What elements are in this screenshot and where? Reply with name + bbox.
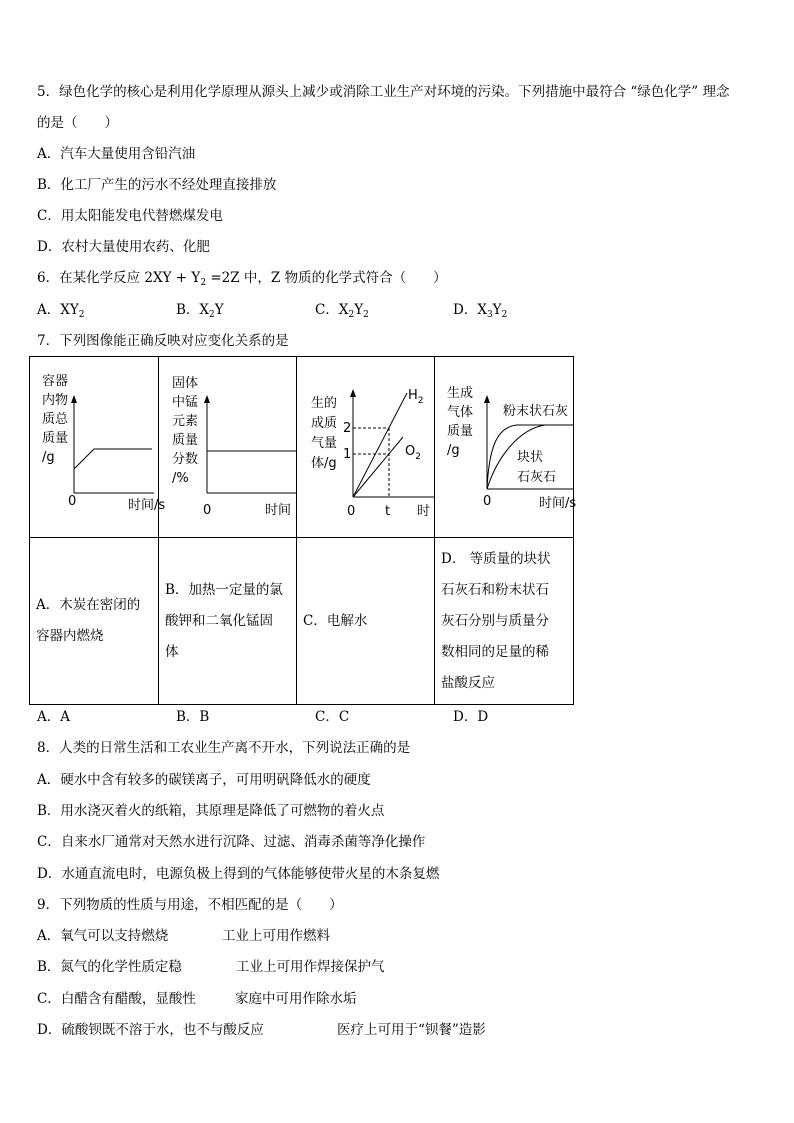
graph-a xyxy=(30,357,166,533)
q5-option-d: D．农村大量使用农药、化肥 xyxy=(37,239,210,255)
graph-c-t: t xyxy=(385,504,391,519)
q9-option-c-prop: C．白醋含有醋酸，显酸性 xyxy=(37,991,196,1007)
graph-b-ylabel-4: 质量 xyxy=(172,433,199,448)
q9-option-a-use: 工业上可用作燃料 xyxy=(222,928,330,944)
q6-option-d: D．$X_3Y_2$ xyxy=(453,302,508,320)
caption-b-cell xyxy=(159,538,297,705)
graph-c-o2-label: $O_2$ xyxy=(405,444,421,462)
q7-option-b: B．B xyxy=(176,709,210,725)
q9-option-a-prop: A．氧气可以支持燃烧 xyxy=(37,928,169,944)
q7-option-d: D．D xyxy=(453,709,489,725)
q7-option-c: C．C xyxy=(315,709,350,725)
q5-option-c: C．用太阳能发电代替燃煤发电 xyxy=(37,208,223,224)
graph-b-y-arrow xyxy=(204,395,210,403)
q8-option-c: C．自来水厂通常对天然水进行沉降、过滤、消毒杀菌等净化操作 xyxy=(37,834,426,850)
graph-c-origin: 0 xyxy=(347,504,356,519)
graph-c-tick-1: 1 xyxy=(343,447,352,462)
q9-option-d-use: 医疗上可用于“钡餐”造影 xyxy=(337,1022,486,1038)
q9-option-b-prop: B．氮气的化学性质定稳 xyxy=(37,959,182,975)
graph-d-ylabel-1: 生成 xyxy=(447,386,474,401)
q5-option-a: A．汽车大量使用含铅汽油 xyxy=(37,146,196,162)
caption-c: C．电解水 xyxy=(303,612,368,629)
graph-b-origin: 0 xyxy=(203,503,212,518)
graph-b-ylabel-1: 固体 xyxy=(172,376,199,391)
graph-d-xlabel: 时间/s xyxy=(539,496,577,511)
graph-a-ylabel-3: 质总 xyxy=(42,412,69,427)
q9-stem: 9．下列物质的性质与用途，不相匹配的是（ ） xyxy=(37,897,343,913)
graph-a-ylabel-1: 容器 xyxy=(42,374,69,389)
graph-a-curve xyxy=(74,449,152,469)
graph-b-ylabel-2: 中锰 xyxy=(172,395,199,410)
graph-c-ylabel-1: 生的 xyxy=(311,396,338,411)
graph-d-origin: 0 xyxy=(483,494,492,509)
q9-option-b-use: 工业上可用作焊接保护气 xyxy=(236,959,385,975)
graph-c-cell xyxy=(297,357,435,538)
graph-a-origin: 0 xyxy=(68,494,77,509)
graph-b-xlabel: 时间 xyxy=(265,503,292,518)
graph-b-cell xyxy=(159,357,297,538)
graph-d-block-label-1: 块状 xyxy=(517,450,544,465)
q6-option-a: A．$XY_2$ xyxy=(37,302,85,320)
graph-a-ylabel-5: /g xyxy=(42,450,55,465)
q8-option-a: A．硬水中含有较多的碳镁离子，可用明矾降低水的硬度 xyxy=(37,772,371,788)
graph-d-y-arrow xyxy=(484,395,490,403)
graph-a-ylabel-4: 质量 xyxy=(42,431,69,446)
graph-d-powder-label: 粉末状石灰 xyxy=(503,404,569,419)
caption-a-cell xyxy=(30,538,159,705)
q7-graph-table xyxy=(29,356,577,705)
graph-c-ylabel-4: 体/g xyxy=(311,456,337,471)
graph-a-y-arrow xyxy=(71,395,77,403)
q7-option-a: A．A xyxy=(37,709,70,725)
graph-c-tick-2: 2 xyxy=(343,421,352,436)
graph-b xyxy=(159,357,296,533)
graph-c-h2-label: $H_2$ xyxy=(408,388,424,406)
graph-c-y-arrow xyxy=(350,389,356,397)
graph-c-h2-line xyxy=(353,393,407,497)
graph-b-ylabel-3: 元素 xyxy=(172,414,199,429)
q6-option-c: C．$X_2Y_2$ xyxy=(315,302,369,320)
q9-option-d-prop: D．硫酸钡既不溶于水，也不与酸反应 xyxy=(37,1022,264,1038)
q8-stem: 8．人类的日常生活和工农业生产离不开水，下列说法正确的是 xyxy=(37,740,411,756)
q5-stem-line2: 的是（ ） xyxy=(37,115,118,131)
graph-c-xlabel: 时 xyxy=(417,504,431,519)
graph-a-cell xyxy=(30,357,166,538)
graph-a-ylabel-2: 内物 xyxy=(42,393,69,408)
graph-c-o2-line xyxy=(353,437,403,497)
graph-d-block-label-2: 石灰石 xyxy=(517,470,557,485)
graph-d-ylabel-4: /g xyxy=(447,443,460,458)
graph-c-ylabel-2: 成质 xyxy=(311,416,338,431)
q6-stem: 6．在某化学反应 $2XY + Y_2 =2Z$ 中，Z 物质的化学式符合（ ） xyxy=(37,270,447,288)
graph-d-ylabel-2: 气体 xyxy=(447,405,474,420)
graph-d-cell xyxy=(435,357,577,538)
q6-option-b: B．$X_2Y$ xyxy=(176,302,224,320)
graph-d xyxy=(435,357,577,533)
caption-d-cell xyxy=(435,538,574,705)
q7-stem: 7．下列图像能正确反映对应变化关系的是 xyxy=(37,333,289,349)
caption-b: B．加热一定量的氯 酸钾和二氧化锰固 体 xyxy=(165,581,283,660)
graph-c-ylabel-3: 气量 xyxy=(311,436,338,451)
q5-stem-line1: 5．绿色化学的核心是利用化学原理从源头上减少或消除工业生产对环境的污染。下列措施中最符合 “绿色化学” 理念 xyxy=(37,84,730,100)
q8-option-d: D．水通直流电时，电源负极上得到的气体能够使带火星的木条复燃 xyxy=(37,866,440,882)
graph-d-ylabel-3: 质量 xyxy=(447,424,474,439)
graph-b-ylabel-6: /% xyxy=(172,471,189,486)
caption-a: A．木炭在密闭的 容器内燃烧 xyxy=(36,597,141,644)
q5-option-b: B．化工厂产生的污水不经处理直接排放 xyxy=(37,177,277,193)
q8-option-b: B．用水浇灭着火的纸箱，其原理是降低了可燃物的着火点 xyxy=(37,803,385,819)
graph-b-ylabel-5: 分数 xyxy=(172,452,199,467)
caption-d: D． 等质量的块状 石灰石和粉末状石 灰石分别与质量分 数相同的足量的稀 盐酸反应 xyxy=(441,550,551,691)
graph-c xyxy=(297,357,434,533)
graph-a-xlabel: 时间/s xyxy=(128,498,166,513)
caption-c-cell xyxy=(297,538,435,705)
q9-option-c-use: 家庭中可用作除水垢 xyxy=(235,991,357,1007)
